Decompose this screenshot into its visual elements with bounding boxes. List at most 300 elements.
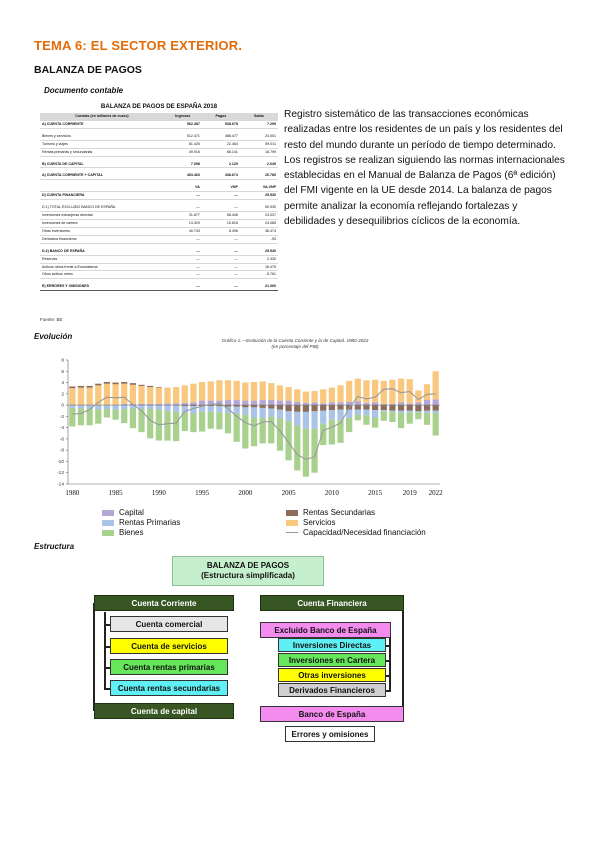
x-tick-label: 2022 — [428, 489, 443, 497]
y-tick-label: -12 — [57, 471, 64, 477]
bar-rentas-secundarias — [130, 383, 136, 385]
table-cell: 50.930 — [240, 204, 278, 211]
table-cell: 68.141 — [202, 148, 240, 156]
bar-capital — [355, 401, 361, 405]
bar-rentas-primarias — [234, 407, 240, 414]
table-row — [40, 161, 278, 168]
connector-otras — [386, 675, 391, 677]
bar-servicios — [381, 381, 387, 404]
bar-servicios — [277, 385, 283, 400]
bar-rentas-primarias — [277, 410, 283, 418]
y-tick-label: -8 — [59, 448, 64, 454]
bar-rentas-primarias — [303, 412, 309, 429]
bar-rentas-primarias — [112, 405, 118, 410]
table-cell — [40, 184, 164, 191]
table-cell: Turismo y viajes — [40, 140, 164, 148]
bar-rentas-primarias — [147, 405, 153, 409]
bar-bienes — [130, 408, 136, 428]
bar-bienes — [225, 413, 231, 433]
table-cell: 438.674 — [202, 172, 240, 179]
bar-servicios — [190, 384, 196, 403]
legend-swatch-rentas-secundarias — [286, 510, 298, 516]
bar-capital — [277, 401, 283, 406]
table-cell: 21.060 — [240, 283, 278, 290]
bar-rentas-secundarias — [303, 405, 309, 412]
x-tick-label: 2000 — [238, 489, 253, 497]
connector-directas — [386, 645, 391, 647]
y-tick-label: -6 — [59, 437, 64, 443]
bar-rentas-primarias — [381, 410, 387, 411]
legend-swatch-capacidad — [286, 532, 298, 534]
legend-capital — [102, 508, 144, 517]
table-cell: Cuentas (en millones de euros) — [40, 113, 164, 120]
bar-servicios — [303, 392, 309, 403]
bar-servicios — [199, 382, 205, 401]
table-row — [40, 192, 278, 200]
bar-rentas-secundarias — [329, 405, 335, 410]
bar-bienes — [355, 415, 361, 421]
x-tick-label: 1980 — [65, 489, 80, 497]
bar-rentas-primarias — [285, 411, 291, 421]
bar-servicios — [320, 389, 326, 403]
table-cell: — — [202, 255, 240, 263]
table-cell: — — [202, 248, 240, 255]
bar-capital — [433, 399, 439, 405]
bar-capital — [260, 400, 266, 405]
bar-servicios — [398, 379, 404, 403]
table-cell: — — [202, 235, 240, 243]
legend-rentas-primarias — [102, 518, 180, 527]
bar-rentas-primarias — [329, 410, 335, 420]
table-cell: 25.530 — [240, 192, 278, 200]
table-cell: — — [164, 255, 202, 263]
box-inversiones-directas: Inversiones Directas — [278, 638, 386, 652]
chart-title-text: Gráfico 1.—Evolución de la Cuenta Corriente y la de Capital. 1980-2022 — [221, 338, 369, 343]
bar-rentas-secundarias — [78, 386, 84, 388]
bar-rentas-secundarias — [104, 382, 110, 384]
table-cell: 538.678 — [202, 120, 240, 128]
chart-title — [150, 338, 440, 350]
bar-bienes — [415, 412, 421, 419]
bar-rentas-primarias — [294, 412, 300, 426]
bar-rentas-secundarias — [320, 405, 326, 411]
table-cell: 13.329 — [164, 219, 202, 227]
bar-rentas-primarias — [320, 411, 326, 424]
bar-capital — [398, 402, 404, 405]
bar-capital — [303, 403, 309, 405]
table-cell: -5.761 — [240, 271, 278, 279]
bar-capital — [251, 401, 257, 406]
table-cell: 8.496 — [202, 227, 240, 235]
box-derivados: Derivados Financieros — [278, 683, 386, 697]
bar-bienes — [303, 429, 309, 477]
bar-capital — [285, 401, 291, 406]
bar-rentas-primarias — [164, 405, 170, 411]
table-row — [40, 133, 278, 140]
box-cuenta-comercial: Cuenta comercial — [110, 616, 228, 632]
bar-servicios — [225, 380, 231, 400]
x-tick-label: 2019 — [402, 489, 417, 497]
table-cell: Inversiones extranjeras directas — [40, 212, 164, 220]
bar-bienes — [363, 415, 369, 425]
bar-rentas-secundarias — [285, 405, 291, 411]
bar-servicios — [433, 371, 439, 399]
bar-bienes — [407, 412, 413, 423]
bar-bienes — [199, 412, 205, 432]
table-cell: -93 — [240, 235, 278, 243]
bar-rentas-primarias — [355, 410, 361, 415]
table-cell: VA — [164, 184, 202, 191]
box-cuenta-servicios: Cuenta de servicios — [110, 638, 228, 654]
bar-servicios — [268, 383, 274, 400]
x-tick-label: 2010 — [324, 489, 339, 497]
bar-bienes — [320, 424, 326, 445]
bar-rentas-secundarias — [424, 405, 430, 411]
bar-servicios — [311, 391, 317, 402]
bar-bienes — [433, 413, 439, 436]
bar-rentas-secundarias — [242, 405, 248, 407]
table-cell: — — [164, 204, 202, 211]
bar-servicios — [78, 388, 84, 405]
bar-servicios — [69, 388, 75, 405]
table-row — [40, 140, 278, 148]
table-cell: — — [202, 271, 240, 279]
y-tick-label: -4 — [59, 426, 64, 432]
bar-servicios — [182, 385, 188, 402]
bar-rentas-primarias — [363, 410, 369, 416]
legend-swatch-rentas-primarias — [102, 520, 114, 526]
box-inversiones-cartera: Inversiones en Cartera — [278, 653, 386, 667]
y-tick-label: 0 — [61, 403, 64, 409]
bar-rentas-primarias — [389, 411, 395, 412]
description-text: Registro sistemático de las transacciones económicas realizadas entre los residentes de un país y los residentes del resto del mundo durante un período de tiempo determinado. Los registros se realizan siguiendo las normas internacionales establecidas en el Manual de Balanza de Pagos (6ª edición) del FMI vigente en la UE desde 2014. La balanza de pagos permite analizar la economía reflejando fortalezas y debilidades y desequilibrios cíclicos de la economía. — [284, 109, 565, 228]
table-cell: VA-VNP — [240, 184, 278, 191]
bar-rentas-secundarias — [147, 386, 153, 387]
table-row — [40, 283, 278, 290]
bar-servicios — [234, 381, 240, 400]
table-source: Fuente: BE — [40, 317, 63, 322]
bar-servicios — [216, 380, 222, 400]
bar-bienes — [346, 418, 352, 432]
y-tick-label: -10 — [57, 459, 64, 465]
topic-title: TEMA 6: EL SECTOR EXTERIOR. — [34, 38, 243, 53]
bar-servicios — [355, 379, 361, 402]
bar-rentas-primarias — [372, 410, 378, 417]
bar-bienes — [372, 417, 378, 427]
table-cell: — — [202, 204, 240, 211]
x-tick-label: 1985 — [108, 489, 123, 497]
bar-rentas-primarias — [251, 407, 257, 417]
table-row — [40, 227, 278, 235]
bar-rentas-secundarias — [121, 382, 127, 384]
table-row — [40, 255, 278, 263]
table-row — [40, 148, 278, 156]
bar-rentas-primarias — [190, 406, 196, 413]
bar-bienes — [242, 415, 248, 449]
connector-left-outer — [93, 603, 95, 711]
bar-bienes — [173, 412, 179, 441]
bar-bienes — [121, 409, 127, 423]
bar-rentas-secundarias — [268, 405, 274, 408]
box-cuenta-financiera: Cuenta Financiera — [260, 595, 404, 611]
bar-rentas-secundarias — [156, 387, 162, 388]
diagram-title-box — [172, 556, 324, 586]
bar-bienes — [164, 411, 170, 441]
bar-rentas-secundarias — [277, 405, 283, 410]
table-cell: — — [202, 192, 240, 200]
table-cell: 7.299 — [240, 120, 278, 128]
box-errores-omisiones: Errores y omisiones — [285, 726, 375, 742]
table-row — [40, 263, 278, 271]
table-cell: Ingresos — [164, 113, 202, 120]
table-cell: E) ERRORES Y OMISIONES — [40, 283, 164, 290]
bar-rentas-primarias — [424, 411, 430, 413]
box-rentas-primarias: Cuenta rentas primarias — [110, 659, 228, 675]
bar-capital — [234, 400, 240, 405]
connector-right-outer — [402, 603, 404, 714]
bar-rentas-secundarias — [381, 405, 387, 410]
bar-bienes — [216, 412, 222, 429]
table-cell: — — [164, 248, 202, 255]
evolution-label: Evolución — [34, 332, 73, 341]
bar-capital — [294, 402, 300, 405]
bar-rentas-primarias — [138, 405, 144, 408]
table-cell: 2.129 — [202, 161, 240, 168]
bar-bienes — [389, 412, 395, 422]
bar-rentas-secundarias — [95, 384, 101, 386]
table-row — [40, 248, 278, 255]
table-cell: Pagos — [202, 113, 240, 120]
bar-rentas-primarias — [104, 405, 110, 409]
bar-bienes — [208, 412, 214, 429]
bar-rentas-primarias — [121, 405, 127, 409]
balance-table — [40, 103, 278, 291]
box-cuenta-capital: Cuenta de capital — [94, 703, 234, 719]
bar-servicios — [121, 384, 127, 404]
bar-bienes — [329, 420, 335, 445]
bar-servicios — [415, 390, 421, 402]
table-cell: Activos netos frente a Eurosistema — [40, 263, 164, 271]
bar-capital — [182, 403, 188, 405]
bar-rentas-primarias — [173, 406, 179, 412]
table-row — [40, 172, 278, 179]
y-tick-label: 8 — [61, 358, 64, 364]
table-cell: 31.877 — [164, 212, 202, 220]
table-cell: 488.477 — [202, 133, 240, 140]
bar-rentas-secundarias — [389, 405, 395, 411]
table-row — [40, 271, 278, 279]
bar-capital — [225, 400, 231, 405]
table-cell: VNP — [202, 184, 240, 191]
x-tick-label: 2015 — [368, 489, 383, 497]
bar-capital — [242, 401, 248, 406]
legend-label-capital: Capital — [119, 508, 144, 517]
table-cell: D.2) BANCO DE ESPAÑA — [40, 248, 164, 255]
y-tick-label: 2 — [61, 392, 64, 398]
legend-label-capacidad: Capacidad/Necesidad financiación — [303, 528, 426, 537]
box-rentas-secundarias: Cuenta rentas secundarias — [110, 680, 228, 696]
bar-rentas-primarias — [208, 406, 214, 412]
document-label: Documento contable — [44, 86, 124, 95]
legend-swatch-bienes — [102, 530, 114, 536]
legend-swatch-servicios — [286, 520, 298, 526]
bar-capital — [199, 401, 205, 406]
table-cell: 512.471 — [164, 133, 202, 140]
table-row — [40, 212, 278, 220]
legend-rentas-secundarias — [286, 508, 375, 517]
table-cell: Derivados financieros — [40, 235, 164, 243]
bar-bienes — [147, 409, 153, 438]
table-cell: — — [164, 283, 202, 290]
table-row — [40, 184, 278, 191]
bar-bienes — [69, 408, 75, 427]
bar-servicios — [130, 385, 136, 404]
bar-capital — [268, 400, 274, 405]
x-tick-label: 1995 — [195, 489, 210, 497]
bar-rentas-secundarias — [251, 405, 257, 407]
bar-servicios — [389, 380, 395, 404]
bar-rentas-primarias — [216, 406, 222, 412]
bar-rentas-primarias — [407, 411, 413, 413]
bar-rentas-primarias — [433, 411, 439, 413]
table-cell: 58.408 — [202, 212, 240, 220]
bar-rentas-secundarias — [87, 386, 93, 388]
table-cell: — — [202, 263, 240, 271]
bar-bienes — [95, 410, 101, 424]
box-cuenta-corriente: Cuenta Corriente — [94, 595, 234, 611]
bar-rentas-secundarias — [398, 405, 404, 411]
table-cell: 26.780 — [240, 172, 278, 179]
y-tick-label: -14 — [57, 482, 64, 488]
bar-capital — [424, 400, 430, 405]
bar-rentas-secundarias — [372, 405, 378, 410]
table-row — [40, 219, 278, 227]
bar-capital — [363, 403, 369, 405]
bar-rentas-primarias — [95, 405, 101, 410]
table-cell: D.1) TOTAL EXCLUIDO BANCO DE ESPAÑA — [40, 204, 164, 211]
table-cell: — — [164, 192, 202, 200]
table-cell: 562.387 — [164, 120, 202, 128]
section-title: BALANZA DE PAGOS — [34, 64, 142, 76]
table-cell: 40.743 — [164, 227, 202, 235]
bar-rentas-secundarias — [112, 383, 118, 385]
y-tick-label: -2 — [59, 414, 64, 420]
bar-rentas-secundarias — [355, 405, 361, 410]
bar-servicios — [147, 387, 153, 404]
bar-rentas-secundarias — [337, 405, 343, 410]
bar-servicios — [112, 384, 118, 405]
table-cell: Bienes y servicios — [40, 133, 164, 140]
bar-servicios — [285, 387, 291, 401]
bar-servicios — [242, 383, 248, 401]
bar-rentas-secundarias — [415, 405, 421, 411]
table-cell: Otros activos netos — [40, 271, 164, 279]
table-cell: 36.474 — [240, 227, 278, 235]
bar-rentas-primarias — [398, 411, 404, 413]
chart-subtitle: (en porcentaje del PIB) — [271, 344, 319, 349]
box-banco-espana: Banco de España — [260, 706, 404, 722]
box-excluido-be: Excluido Banco de España — [260, 622, 391, 638]
table-cell: 22.464 — [202, 140, 240, 148]
table-cell: 25.940 — [240, 248, 278, 255]
x-tick-label: 1990 — [151, 489, 166, 497]
bar-bienes — [424, 413, 430, 425]
table-cell: A) CUENTA CORRIENTE + CAPITAL — [40, 172, 164, 179]
bar-rentas-secundarias — [363, 405, 369, 410]
bar-servicios — [104, 384, 110, 405]
bar-servicios — [294, 389, 300, 401]
bar-rentas-primarias — [156, 405, 162, 410]
table-row — [40, 204, 278, 211]
legend-swatch-capital — [102, 510, 114, 516]
bar-rentas-primarias — [78, 405, 84, 408]
bar-bienes — [138, 408, 144, 432]
bar-bienes — [285, 421, 291, 460]
table-cell: — — [164, 263, 202, 271]
bar-bienes — [251, 417, 257, 446]
table-cell: 7.098 — [164, 161, 202, 168]
bar-rentas-secundarias — [311, 405, 317, 411]
legend-label-servicios: Servicios — [303, 518, 336, 527]
table-cell: Saldo — [240, 113, 278, 120]
table-row — [40, 120, 278, 128]
table-cell: 2.330 — [240, 255, 278, 263]
balance-table-title: BALANZA DE PAGOS DE ESPAÑA 2018 — [100, 103, 218, 110]
box-otras-inversiones: Otras inversiones — [278, 668, 386, 682]
table-header-row — [40, 113, 278, 120]
bar-capital — [329, 402, 335, 405]
bar-rentas-secundarias — [407, 405, 413, 411]
table-cell: 463.463 — [164, 172, 202, 179]
table-cell: B) CUENTA DE CAPITAL — [40, 161, 164, 168]
bar-bienes — [104, 409, 110, 417]
diagram-title: BALANZA DE PAGOS — [206, 561, 290, 570]
balance-table-grid — [40, 113, 278, 291]
legend-label-bienes: Bienes — [119, 528, 144, 537]
table-cell: Otras inversiones — [40, 227, 164, 235]
bar-servicios — [346, 381, 352, 402]
bar-rentas-secundarias — [69, 386, 75, 388]
table-cell: 23.037 — [240, 212, 278, 220]
bar-capital — [372, 402, 378, 405]
table-cell: D) CUENTA FINANCIERA — [40, 192, 164, 200]
table-cell: Inversiones de cartera — [40, 219, 164, 227]
table-cell: 81.425 — [164, 140, 202, 148]
bar-servicios — [424, 384, 430, 400]
table-cell: — — [202, 283, 240, 290]
bar-bienes — [381, 411, 387, 421]
legend-servicios — [286, 518, 335, 527]
bar-servicios — [372, 380, 378, 403]
bar-rentas-primarias — [260, 408, 266, 418]
bar-servicios — [208, 381, 214, 400]
y-tick-label: 4 — [61, 381, 64, 387]
bar-capital — [311, 402, 317, 405]
bar-rentas-primarias — [69, 405, 75, 408]
table-cell: 16.799 — [240, 148, 278, 156]
bar-bienes — [78, 408, 84, 425]
table-cell: 24.001 — [240, 133, 278, 140]
bar-rentas-primarias — [268, 408, 274, 416]
connector-cartera — [386, 660, 391, 662]
bar-rentas-secundarias — [294, 405, 300, 412]
bar-bienes — [294, 425, 300, 470]
bar-servicios — [138, 386, 144, 404]
diagram-subtitle: (Estructura simplificada) — [201, 571, 295, 580]
legend-label-rentas-secundarias: Rentas Secundarias — [303, 508, 376, 517]
x-tick-label: 2005 — [281, 489, 296, 497]
table-cell: Rentas primarias y secundarias — [40, 148, 164, 156]
